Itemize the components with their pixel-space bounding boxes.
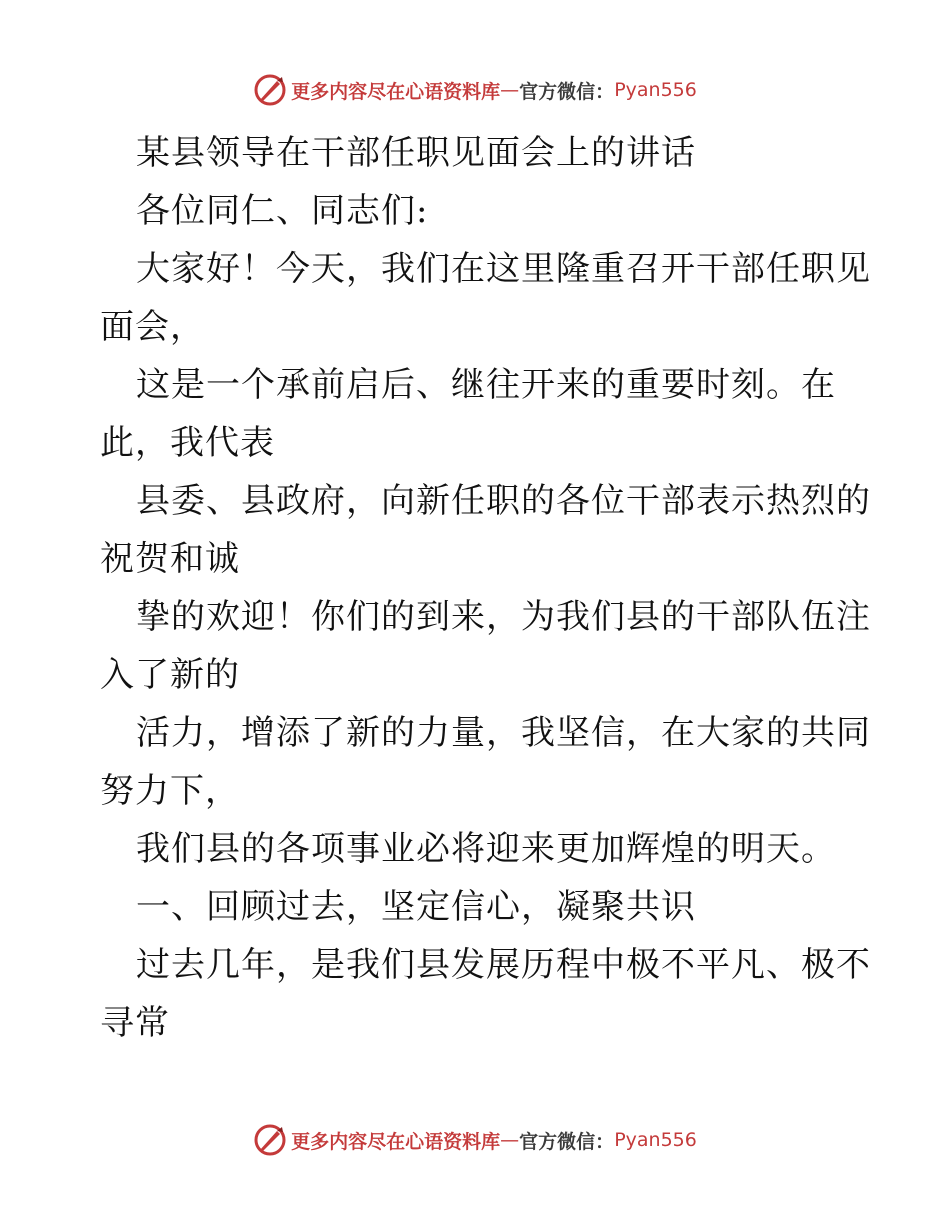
- quill-logo-icon: [253, 73, 287, 107]
- watermark-label: 官方微信：: [519, 1130, 615, 1153]
- doc-line: 过去几年，是我们县发展历程中极不平凡、极不: [136, 945, 871, 985]
- watermark-dash: —: [500, 1129, 520, 1151]
- watermark-main: 更多内容尽在心语资料库: [291, 80, 501, 103]
- quill-logo-icon: [253, 1123, 287, 1157]
- doc-line: 祝贺和诚: [100, 539, 240, 579]
- doc-section-heading: 一、回顾过去，坚定信心，凝聚共识: [136, 887, 696, 927]
- doc-line: 此，我代表: [100, 423, 275, 463]
- doc-salutation: 各位同仁、同志们:: [136, 191, 429, 231]
- watermark-id: Pyan556: [614, 79, 697, 101]
- doc-line: 大家好！今天，我们在这里隆重召开干部任职见: [136, 249, 871, 289]
- doc-line: 活力，增添了新的力量，我坚信，在大家的共同: [136, 713, 871, 753]
- watermark-main: 更多内容尽在心语资料库: [291, 1130, 501, 1153]
- doc-title: 某县领导在干部任职见面会上的讲话: [136, 133, 696, 173]
- doc-line: 挚的欢迎！你们的到来，为我们县的干部队伍注: [136, 597, 871, 637]
- doc-line: 县委、县政府，向新任职的各位干部表示热烈的: [136, 481, 871, 521]
- watermark-text: [291, 1127, 697, 1154]
- watermark-id: Pyan556: [614, 1129, 697, 1151]
- watermark-dash: —: [500, 79, 520, 101]
- doc-line: 努力下，: [100, 771, 240, 811]
- watermark-text: [291, 77, 697, 104]
- footer-watermark: [0, 1120, 950, 1160]
- document-body: [100, 124, 871, 1052]
- doc-line: 入了新的: [100, 655, 240, 695]
- watermark-label: 官方微信：: [519, 80, 615, 103]
- header-watermark: [0, 70, 950, 110]
- doc-line: 寻常: [100, 1003, 170, 1043]
- doc-line: 面会，: [100, 307, 205, 347]
- doc-line: 这是一个承前启后、继往开来的重要时刻。在: [136, 365, 836, 405]
- doc-line: 我们县的各项事业必将迎来更加辉煌的明天。: [136, 829, 836, 869]
